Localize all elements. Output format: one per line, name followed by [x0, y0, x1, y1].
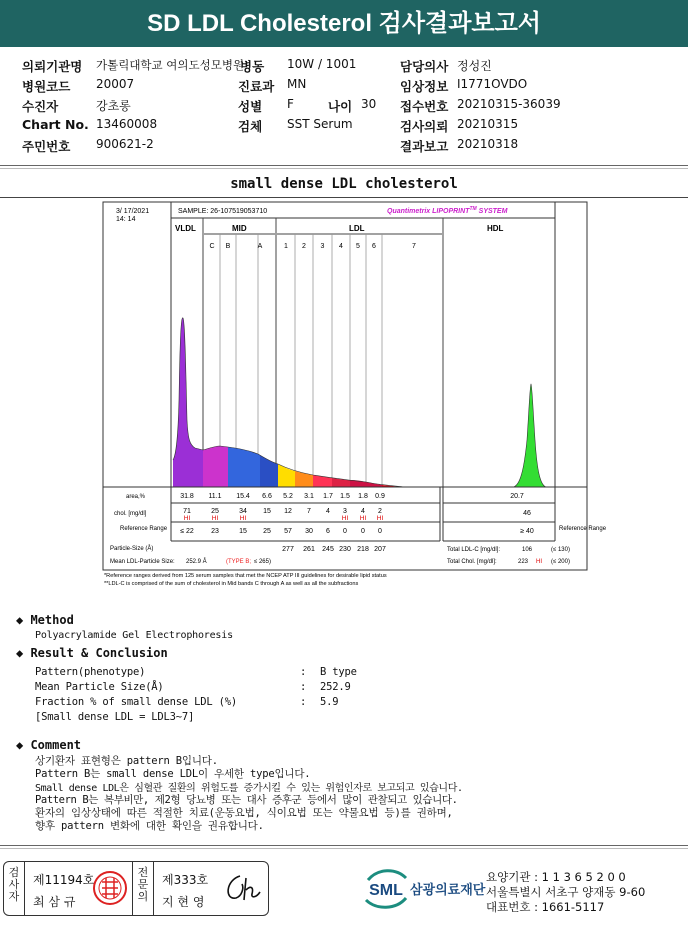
- org-address: 서울특별시 서초구 양재동 9-60: [486, 885, 646, 899]
- area-value: 1.8: [358, 493, 368, 500]
- org-phone: 대표번호 : 1661-5117: [486, 900, 605, 914]
- hdl-area: 20.7: [510, 493, 524, 500]
- specialist-number: 제333호: [162, 873, 209, 887]
- particle-size-value: 245: [322, 546, 334, 553]
- result-label-1: Pattern(phenotype): [35, 666, 146, 678]
- report-date-label: 결과보고: [400, 139, 449, 154]
- diamond-icon: ◆: [16, 613, 31, 627]
- hdl-ref: ≥ 40: [520, 528, 534, 535]
- comment-line-5: 환자의 임상상태에 따른 적절한 치료(운동요법, 식이요법 또는 약물요법 등)를 권하며,: [35, 807, 453, 819]
- result-note: [Small dense LDL = LDL3~7]: [35, 711, 195, 723]
- particle-size-value: 277: [282, 546, 294, 553]
- total-chol-ref: (≤ 200): [551, 559, 570, 565]
- specialist-signature-icon: [222, 870, 262, 906]
- chol-flag: HI: [341, 515, 349, 522]
- chol-flag: HI: [183, 515, 191, 522]
- chol-value: 25: [211, 508, 219, 515]
- total-chol-value: 223: [518, 559, 529, 565]
- specialist-label: 전문의: [137, 866, 149, 903]
- row-ps-label: Particle-Size (Å): [110, 546, 154, 552]
- result-colon-3: :: [300, 696, 307, 708]
- footnote-2: **LDL-C is comprised of the sum of cholesterol in Mid bands C through A as well as all the subfractions: [104, 581, 359, 587]
- ref-value: 6: [326, 528, 330, 535]
- report-date-value: 20210318: [457, 137, 519, 151]
- report-title: SD LDL Cholesterol 검사결과보고서: [0, 0, 688, 47]
- chol-flag: HI: [211, 515, 219, 522]
- signature-divider-1: [24, 861, 25, 916]
- lipoprint-brand-tm: TM: [469, 206, 477, 212]
- chol-value: 3: [343, 508, 347, 515]
- area-value: 5.2: [283, 493, 293, 500]
- footnote-1: *Reference ranges derived from 125 serum samples that met the NCEP ATP III guidelines for desirable lipid status: [104, 573, 387, 579]
- total-ldl-value: 106: [522, 547, 533, 553]
- method-heading: [16, 613, 74, 627]
- area-value: 1.5: [340, 493, 350, 500]
- org-name: 삼광의료재단: [410, 883, 486, 898]
- inspector-name: 최 삼 규: [33, 895, 76, 909]
- sml-logo-icon: [362, 866, 410, 910]
- ldl-band-label: 4: [339, 243, 343, 250]
- patient-label: 수진자: [22, 99, 59, 114]
- requester-label: 의뢰기관명: [22, 59, 83, 74]
- result-heading: [16, 646, 168, 660]
- area-value: 3.1: [304, 493, 314, 500]
- signature-divider-3: [153, 861, 154, 916]
- chart-no-label: Chart No.: [22, 117, 89, 132]
- ldl-band-label: 3: [320, 243, 325, 250]
- result-value-3: 5.9: [320, 696, 339, 708]
- ward-label: 병동: [240, 59, 265, 74]
- row-ref-label: Reference Range: [120, 526, 168, 532]
- ref-value: 0: [343, 528, 347, 535]
- mean-size-ref: ≤ 265): [254, 559, 271, 565]
- specialist-name: 지 현 영: [162, 895, 205, 909]
- comment-line-1: 상기환자 표현형은 pattern B입니다.: [35, 755, 218, 767]
- area-value: 1.7: [323, 493, 333, 500]
- chol-flag: HI: [376, 515, 384, 522]
- comment-line-2: Pattern B는 small dense LDL이 우세한 type입니다.: [35, 768, 311, 780]
- id-number-value: 900621-2: [96, 137, 154, 151]
- comment-heading: [16, 738, 81, 752]
- particle-size-value: 218: [357, 546, 369, 553]
- age-value: 30: [361, 97, 377, 111]
- result-value-2: 252.9: [320, 681, 351, 693]
- sex-label: 성별: [238, 99, 263, 114]
- total-ldl-label: Total LDL-C [mg/dl]:: [447, 547, 501, 553]
- area-value: 0.9: [375, 493, 385, 500]
- ldl-band-label: 7: [412, 243, 416, 250]
- chol-value: 71: [183, 508, 191, 515]
- comment-line-4: Pattern B는 복부비만, 제2형 당뇨병 또는 대사 증후군 등에서 많이 관찰되고 있습니다.: [35, 794, 458, 806]
- ref-value: ≤ 22: [180, 528, 194, 535]
- mid-band-label: A: [257, 243, 263, 250]
- ldl-label: LDL: [349, 224, 365, 233]
- ward-value: 10W / 1001: [287, 57, 357, 71]
- particle-size-value: 230: [339, 546, 351, 553]
- nursing-code: 요양기관 : 1 1 3 6 5 2 0 0: [486, 870, 626, 884]
- hdl-label: HDL: [487, 224, 504, 233]
- lipoprint-brand-text: Quantimetrix LIPOPRINT: [387, 208, 470, 215]
- vldl-label: VLDL: [175, 224, 196, 233]
- mean-size-value: 252.9 Å: [186, 559, 207, 565]
- ldl-band-label: 5: [356, 243, 360, 250]
- divider-bottom: [0, 845, 688, 846]
- department-value: MN: [287, 77, 307, 91]
- comment-line-6: 향후 pattern 변화에 대한 확인을 권유합니다.: [35, 820, 264, 832]
- row-area-label: area,%: [126, 494, 146, 500]
- ldl-band-label: 1: [284, 243, 288, 250]
- mean-size-label: Mean LDL-Particle Size:: [110, 559, 175, 565]
- chol-value: 15: [263, 508, 271, 515]
- chol-value: 7: [307, 508, 311, 515]
- inspector-seal-icon: [92, 870, 128, 906]
- comment-line-3: Small dense LDL은 심혈관 질환의 위험도를 증가시킬 수 있는 위험인자로 보고되고 있습니다.: [35, 783, 463, 794]
- result-label-3: Fraction % of small dense LDL (%): [35, 696, 238, 708]
- patient-value: 강초롱: [96, 99, 131, 113]
- department-label: 진료과: [238, 79, 275, 94]
- specimen-label: 검체: [238, 119, 263, 134]
- signature-divider-2: [132, 861, 133, 916]
- inspector-label: 검사자: [8, 866, 20, 903]
- total-ldl-ref: (≤ 130): [551, 547, 570, 553]
- sample-id: SAMPLE: 26-107519053710: [178, 208, 268, 215]
- particle-size-value: 261: [303, 546, 315, 553]
- chol-flag: HI: [239, 515, 247, 522]
- area-value: 6.6: [262, 493, 272, 500]
- ref-value: 0: [361, 528, 365, 535]
- result-colon-2: :: [300, 681, 307, 693]
- particle-size-value: 207: [374, 546, 386, 553]
- result-value-1: B type: [320, 666, 357, 678]
- specimen-value: SST Serum: [287, 117, 353, 131]
- hdl-chol: 46: [523, 510, 531, 517]
- request-date-label: 검사의뢰: [400, 119, 449, 134]
- row-ref-right-label: Reference Range: [559, 526, 607, 532]
- ref-value: 23: [211, 528, 219, 535]
- chol-value: 2: [378, 508, 382, 515]
- requester-value: 가톨릭대학교 여의도성모병원: [96, 58, 245, 72]
- mid-c-region: [203, 446, 228, 487]
- chol-value: 4: [361, 508, 365, 515]
- sex-value: F: [287, 97, 294, 111]
- method-text: Polyacrylamide Gel Electrophoresis: [35, 630, 233, 641]
- comment-heading-text: Comment: [30, 738, 82, 752]
- ref-value: 25: [263, 528, 271, 535]
- doctor-value: 정성진: [457, 59, 492, 73]
- ldl-band-label: 6: [372, 243, 376, 250]
- chol-value: 12: [284, 508, 292, 515]
- mid-band-label: B: [225, 243, 231, 250]
- mean-size-type: (TYPE B;: [226, 559, 252, 565]
- area-value: 11.1: [208, 493, 222, 500]
- result-heading-text: Result & Conclusion: [30, 646, 168, 660]
- result-label-2: Mean Particle Size(Å): [35, 681, 164, 693]
- chol-flag: HI: [359, 515, 367, 522]
- lipoprint-brand: [387, 206, 508, 215]
- request-date-value: 20210315: [457, 117, 519, 131]
- diamond-icon: ◆: [16, 646, 31, 660]
- ref-value: 30: [305, 528, 313, 535]
- receipt-value: 20210315-36039: [457, 97, 561, 111]
- plot-title: small dense LDL cholesterol: [230, 176, 458, 192]
- divider-bottom-2: [0, 848, 688, 849]
- chol-value: 4: [326, 508, 330, 515]
- total-chol-label: Total Chol. [mg/dl]:: [447, 559, 497, 565]
- result-colon-1: :: [300, 666, 307, 678]
- mid-label: MID: [232, 224, 247, 233]
- diamond-icon: ◆: [16, 738, 31, 752]
- ref-value: 57: [284, 528, 292, 535]
- total-chol-flag: HI: [536, 559, 542, 565]
- method-heading-text: Method: [30, 613, 74, 627]
- chart-no-value: 13460008: [96, 117, 158, 131]
- area-value: 15.4: [236, 493, 250, 500]
- mid-band-label: C: [209, 243, 215, 250]
- inspector-number: 제11194호: [33, 873, 95, 887]
- clinical-info-value: I1771OVDO: [457, 77, 528, 91]
- chart-date: 3/ 17/2021: [116, 208, 150, 215]
- id-number-label: 주민번호: [22, 139, 71, 154]
- row-chol-label: chol. [mg/dl]: [114, 511, 147, 517]
- receipt-label: 접수번호: [400, 99, 449, 114]
- ref-value: 15: [239, 528, 247, 535]
- ref-value: 0: [378, 528, 382, 535]
- hospital-code-value: 20007: [96, 77, 135, 91]
- chart-time: 14: 14: [116, 216, 136, 223]
- chol-value: 34: [239, 508, 247, 515]
- age-label: 나이: [328, 99, 353, 114]
- clinical-info-label: 임상정보: [400, 79, 449, 94]
- area-value: 31.8: [180, 493, 194, 500]
- hospital-code-label: 병원코드: [22, 79, 71, 94]
- sml-logo-text: SML: [369, 882, 403, 899]
- ldl-band-label: 2: [302, 243, 306, 250]
- lipoprint-brand-suffix: SYSTEM: [476, 208, 508, 215]
- doctor-label: 담당의사: [400, 59, 449, 74]
